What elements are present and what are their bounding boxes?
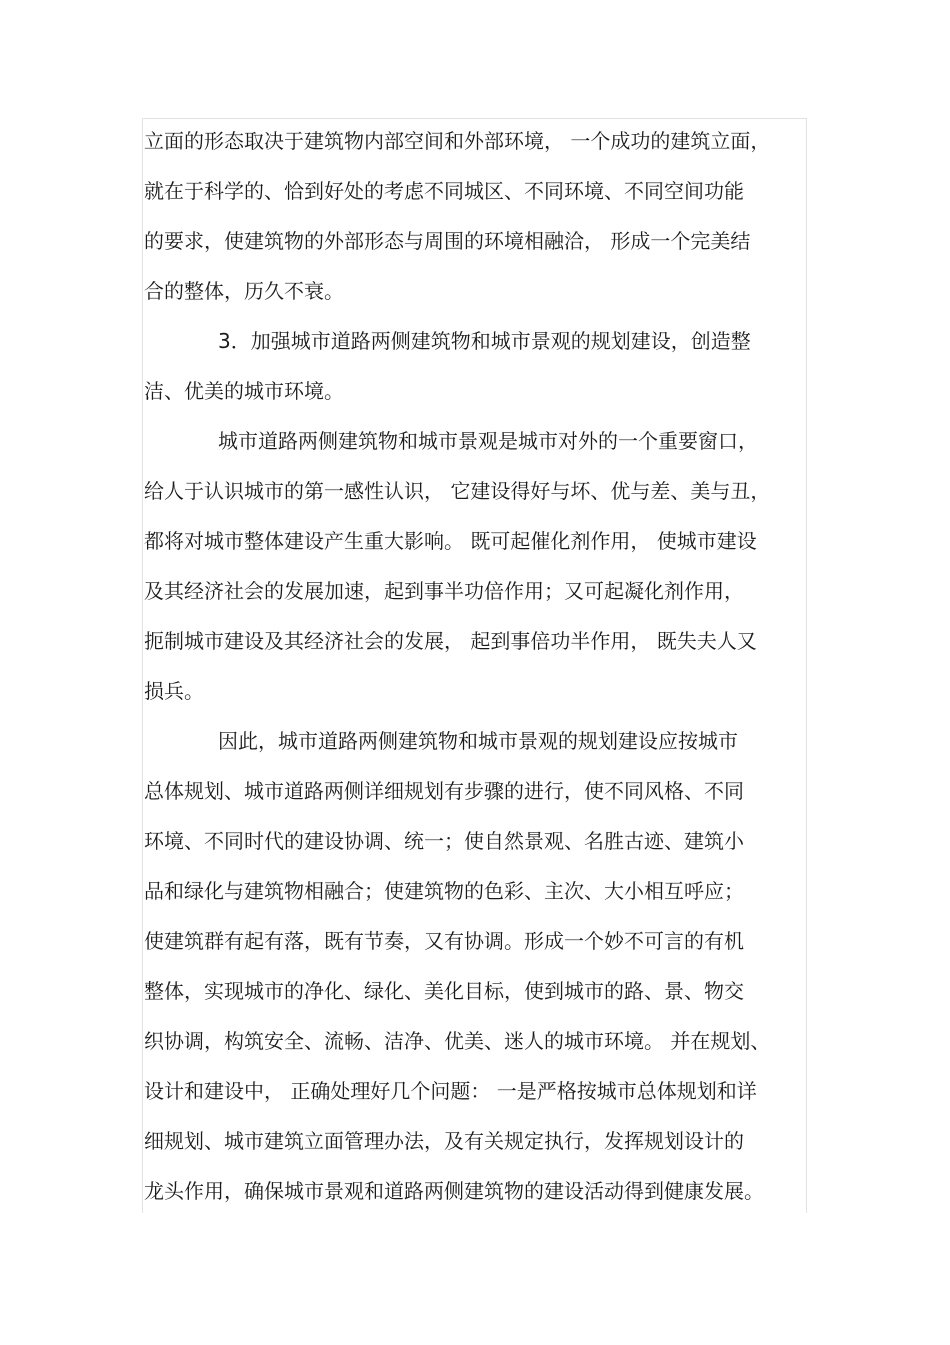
text-line: 及其经济社会的发展加速，起到事半功倍作用；又可起凝化剂作用， — [144, 579, 744, 603]
text-line: 使建筑群有起有落，既有节奏，又有协调。形成一个妙不可言的有机 — [144, 929, 744, 953]
text-line: 织协调，构筑安全、流畅、洁净、优美、迷人的城市环境。 并在规划、 — [144, 1029, 771, 1053]
text-line: 就在于科学的、恰到好处的考虑不同城区、不同环境、不同空间功能 — [144, 179, 744, 203]
text-line: 品和绿化与建筑物相融合；使建筑物的色彩、主次、大小相互呼应； — [144, 879, 744, 903]
paragraph-first-line: 因此，城市道路两侧建筑物和城市景观的规划建设应按城市 — [218, 729, 738, 753]
text-line: 设计和建设中， 正确处理好几个问题： 一是严格按城市总体规划和详 — [144, 1079, 757, 1103]
text-line: 总体规划、城市道路两侧详细规划有步骤的进行，使不同风格、不同 — [144, 779, 744, 803]
text-line: 环境、不同时代的建设协调、统一；使自然景观、名胜古迹、建筑小 — [144, 829, 744, 853]
text-line: 立面的形态取决于建筑物内部空间和外部环境， 一个成功的建筑立面， — [144, 129, 771, 153]
text-line: 龙头作用，确保城市景观和道路两侧建筑物的建设活动得到健康发展。 — [144, 1179, 764, 1203]
document-body — [144, 121, 806, 1221]
paragraph-first-line: 城市道路两侧建筑物和城市景观是城市对外的一个重要窗口， — [218, 429, 758, 453]
text-line: 都将对城市整体建设产生重大影响。 既可起催化剂作用， 使城市建设 — [144, 529, 757, 553]
text-line: 扼制城市建设及其经济社会的发展， 起到事倍功半作用， 既失夫人又 — [144, 629, 757, 653]
text-line: 损兵。 — [144, 679, 204, 703]
text-line: 整体，实现城市的净化、绿化、美化目标，使到城市的路、景、物交 — [144, 979, 744, 1003]
text-line: 合的整体，历久不衰。 — [144, 279, 344, 303]
text-line: 的要求，使建筑物的外部形态与周围的环境相融洽， 形成一个完美结 — [144, 229, 751, 253]
paragraph-first-line: 3．加强城市道路两侧建筑物和城市景观的规划建设，创造整 — [218, 329, 751, 353]
text-line: 洁、优美的城市环境。 — [144, 379, 344, 403]
text-line: 给人于认识城市的第一感性认识， 它建设得好与坏、优与差、美与丑， — [144, 479, 771, 503]
text-line: 细规划、城市建筑立面管理办法，及有关规定执行，发挥规划设计的 — [144, 1129, 744, 1153]
